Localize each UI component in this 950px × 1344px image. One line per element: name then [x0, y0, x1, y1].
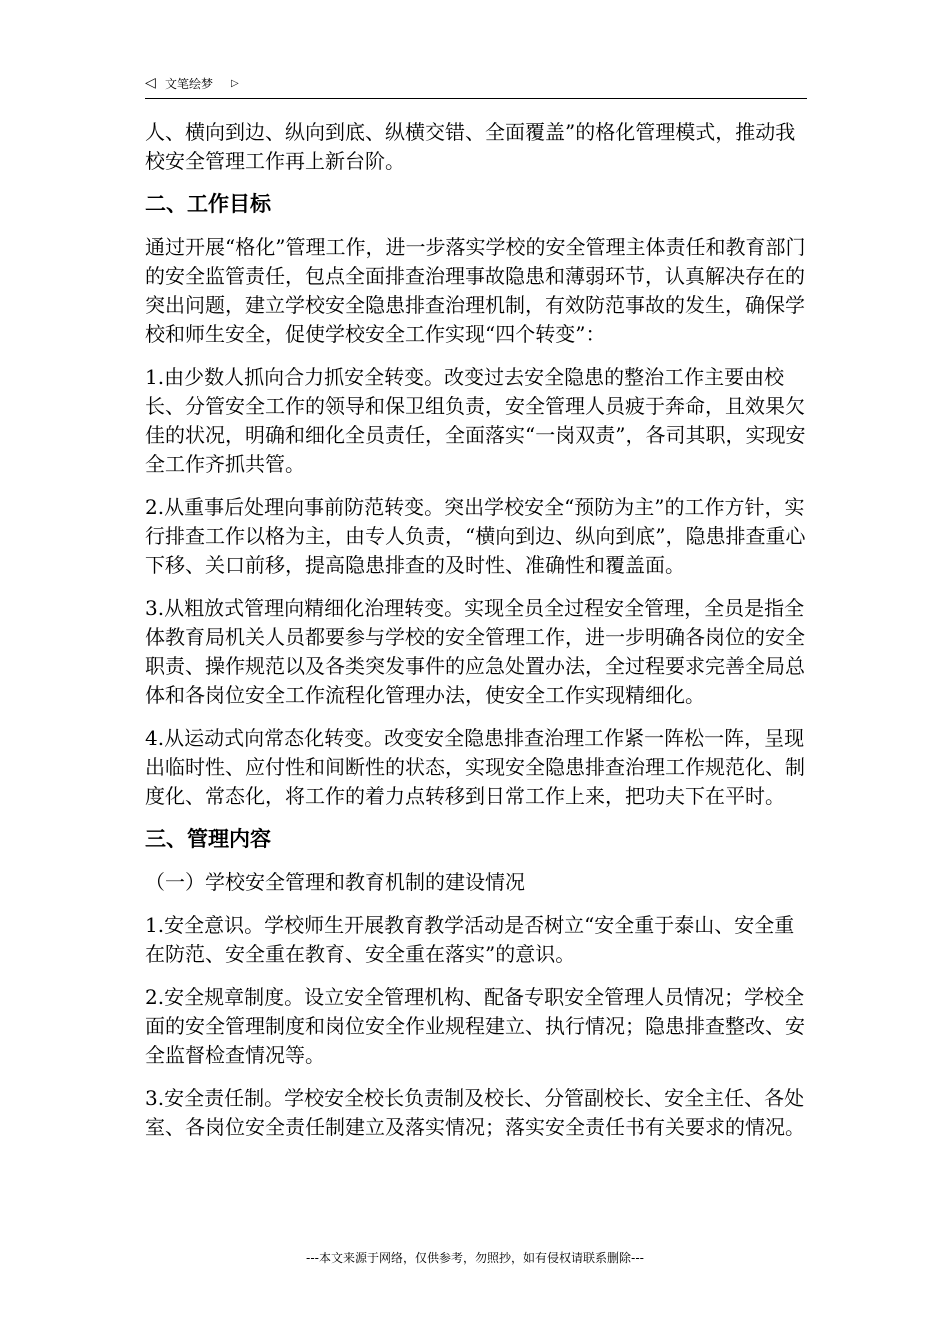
- paragraph: 2.从重事后处理向事前防范转变。突出学校安全“预防为主”的工作方针，实行排查工作以格为主，由专人负责，“横向到边、纵向到底”，隐患排查重心下移、关口前移，提高隐患排查的及时性、准确性和覆盖面。: [145, 495, 806, 577]
- paragraph: 4.从运动式向常态化转变。改变安全隐患排查治理工作紧一阵松一阵，呈现出临时性、应付性和间断性的状态，实现安全隐患排查治理工作规范化、制度化、常态化，将工作的着力点转移到日常工作上来，把功夫下在平时。: [145, 726, 805, 808]
- page-header: [145, 74, 807, 99]
- paragraph: 3.从粗放式管理向精细化治理转变。实现全员全过程安全管理，全员是指全体教育局机关人员都要参与学校的安全管理工作，进一步明确各岗位的安全职责、操作规范以及各类突发事件的应急处置办法，全过程要求完善全局总体和各岗位安全工作流程化管理办法，使安全工作实现精细化。: [145, 596, 805, 707]
- paragraph: 1.由少数人抓向合力抓安全转变。改变过去安全隐患的整治工作主要由校长、分管安全工作的领导和保卫组负责，安全管理人员疲于奔命，且效果欠佳的状况，明确和细化全员责任，全面落实“一岗双责”，各司其职，实现安全工作齐抓共管。: [145, 365, 806, 476]
- page-footer: ---本文来源于网络，仅供参考，勿照抄，如有侵权请联系删除---: [306, 1251, 644, 1265]
- header-brand: 文笔绘梦: [165, 77, 214, 91]
- paragraph: 通过开展“格化”管理工作，进一步落实学校的安全管理主体责任和教育部门的安全监管责任，包点全面排查治理事故隐患和薄弱环节，认真解决存在的突出问题，建立学校安全隐患排查治理机制，有效防范事故的发生，确保学校和师生安全，促使学校安全工作实现“四个转变”：: [145, 235, 806, 346]
- paragraph: 1.安全意识。学校师生开展教育教学活动是否树立“安全重于泰山、安全重在防范、安全重在教育、安全重在落实”的意识。: [145, 913, 795, 966]
- paragraph: 人、横向到边、纵向到底、纵横交错、全面覆盖”的格化管理模式，推动我校安全管理工作再上新台阶。: [145, 120, 796, 173]
- paragraph: 3.安全责任制。学校安全校长负责制及校长、分管副校长、安全主任、各处室、各岗位安全责任制建立及落实情况；落实安全责任书有关要求的情况。: [145, 1086, 805, 1139]
- left-triangle-icon: ◁: [145, 75, 156, 91]
- section-heading: 二、工作目标: [145, 192, 271, 216]
- subsection-title: （一）学校安全管理和教育机制的建设情况: [145, 870, 525, 894]
- right-triangle-icon: ▷: [231, 78, 239, 89]
- paragraph: 2.安全规章制度。设立安全管理机构、配备专职安全管理人员情况；学校全面的安全管理制度和岗位安全作业规程建立、执行情况；隐患排查整改、安全监督检查情况等。: [145, 985, 805, 1067]
- section-heading: 三、管理内容: [145, 827, 271, 851]
- document-body: [145, 118, 809, 1156]
